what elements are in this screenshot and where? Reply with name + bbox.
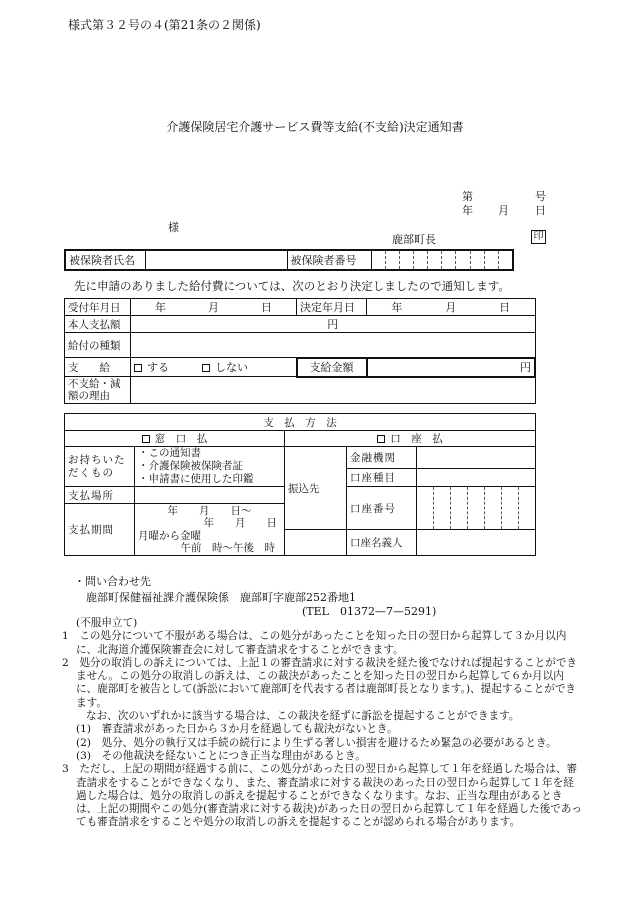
appeal-item-1: (1) 審査請求があった日から３か月を経過しても裁決がないとき。 <box>76 723 398 736</box>
decided-date-label: 決定年月日 <box>297 299 367 316</box>
amount-label: 支給金額 <box>297 358 367 377</box>
account-holder-field[interactable] <box>417 530 536 556</box>
transfer-label: 振込先 <box>285 447 347 530</box>
supply-options <box>131 358 297 377</box>
account-label: 口 座 払 <box>390 433 443 445</box>
bank-field[interactable] <box>417 447 536 469</box>
period-to: 年 月 日 <box>203 517 277 529</box>
bring-items-label: お持ちいただくもの <box>65 447 135 487</box>
date-day: 日 <box>535 204 546 217</box>
supply-no-checkbox[interactable] <box>202 364 210 372</box>
form-number: 様式第３２号の４(第21条の２関係) <box>68 18 261 32</box>
reason-label: 不支給・減額の理由 <box>65 377 131 404</box>
contact-address: 鹿部町保健福祉課介護保険係 鹿部町字鹿部252番地1 <box>86 591 356 604</box>
account-number-label: 口座番号 <box>347 487 417 530</box>
date-year: 年 <box>462 204 473 217</box>
received-month: 月 <box>208 301 219 314</box>
transfer-blank <box>285 530 347 556</box>
appeal-paragraph-2-note: なお、次のいずれかに該当する場合は、この裁決を経ずに訴訟を提起することができます。 <box>86 710 520 723</box>
self-pay-label: 本人支払額 <box>65 316 131 333</box>
period-from: 年 月 日〜 <box>167 504 252 517</box>
received-year: 年 <box>155 301 166 314</box>
benefit-type-label: 給付の種類 <box>65 333 131 358</box>
supply-yes-label: する <box>147 361 169 374</box>
window-payment-option[interactable] <box>65 431 285 447</box>
decided-day: 日 <box>499 301 511 314</box>
supply-label: 支 給 <box>65 358 131 377</box>
bank-label: 金融機関 <box>347 447 417 469</box>
benefit-type-field[interactable] <box>131 333 536 358</box>
insured-number-field[interactable] <box>371 250 513 270</box>
account-payment-option[interactable] <box>285 431 536 447</box>
intro-text: 先に申請のありました給付費については、次のとおり決定しましたので通知します。 <box>74 279 510 293</box>
appeal-item-3: (3) その他裁決を経ないことにつき正当な理由があるとき。 <box>76 749 366 762</box>
bring-items-list <box>135 447 285 487</box>
decision-table <box>64 298 536 404</box>
bring-item: ・申請書に使用した印鑑 <box>138 473 254 485</box>
appeal-heading: (不服申立て) <box>76 617 138 629</box>
decided-month: 月 <box>445 301 457 314</box>
account-checkbox[interactable] <box>377 435 385 443</box>
account-type-field[interactable] <box>417 468 536 486</box>
supply-yes-checkbox[interactable] <box>134 364 142 372</box>
self-pay-yen: 円 <box>327 318 339 331</box>
issuer: 鹿部町長 <box>392 233 436 246</box>
account-type-label: 口座種目 <box>347 468 417 486</box>
window-label: 窓 口 払 <box>154 433 208 445</box>
received-date-label: 受付年月日 <box>65 299 131 316</box>
appeal-item-2: (2) 処分、処分の執行又は手続の続行により生ずる著しい損害を避けるため緊急の必要があるとき。 <box>76 736 557 749</box>
amount-yen: 円 <box>520 361 531 374</box>
doc-number-label: 第 <box>462 190 473 203</box>
contact-heading: ・問い合わせ先 <box>74 575 151 588</box>
insured-number-label: 被保険者番号 <box>287 250 371 270</box>
payment-place-field[interactable] <box>135 487 285 504</box>
account-holder-label: 口座名義人 <box>347 530 417 556</box>
account-number-field[interactable] <box>417 487 536 530</box>
decided-year: 年 <box>391 301 403 314</box>
period-days: 月曜から金曜 <box>138 529 201 542</box>
period-hours: 午前 時〜午後 時 <box>180 542 275 554</box>
seal-mark: 印 <box>531 230 546 244</box>
date-month: 月 <box>498 204 509 217</box>
payment-table <box>64 413 536 556</box>
insured-name-field[interactable] <box>145 250 287 270</box>
appeal-paragraph-3: 3 ただし、上記の期間が経過する前に、この処分があった日の翌日から起算して１年を経過した場合は、審査請求をすることができなくなり、また、審査請求に対する裁決のあった日の翌日から起算して１年を経過した場合は、処分の取消しの訴えを提起することができなくなります。なお、正当な理由があるときは、上記の期間やこの処分(審査請求に対する裁決)があった日の翌日から起算して１年を経過した後であっても審査請求をすることや処分の取消しの訴えを提起することが認められる場合があります。 <box>62 763 582 829</box>
contact-phone: (TEL 01372—7—5291) <box>302 605 437 618</box>
doc-number-unit: 号 <box>535 190 546 203</box>
insured-table <box>64 249 514 271</box>
amount-field[interactable] <box>367 358 536 377</box>
reason-field[interactable] <box>131 377 536 404</box>
appeal-paragraph-1: 1 この処分について不服がある場合は、この処分があったことを知った日の翌日から起算して３か月以内に、北海道介護保険審査会に対して審査請求をすることができます。 <box>62 630 567 656</box>
bring-item: ・この通知書 <box>138 447 201 459</box>
payment-period-field <box>135 504 285 556</box>
appeal-paragraph-2: 2 処分の取消しの訴えについては、上記１の審査請求に対する裁決を経た後でなければ提起することができません。この処分の取消しの訴えは、この裁決があったことを知った日の翌日から起算して６か月以内に、鹿部町を被告として(訴訟において鹿部町を代表する者は鹿部町長となります。)、提起することができます。 <box>62 656 578 709</box>
payment-place-label: 支払場所 <box>65 487 135 504</box>
appeal-section <box>62 617 582 830</box>
decided-date-field[interactable] <box>367 299 536 316</box>
received-date-field[interactable] <box>131 299 297 316</box>
insured-name-label: 被保険者氏名 <box>65 250 145 270</box>
window-checkbox[interactable] <box>142 435 150 443</box>
recipient-suffix: 様 <box>168 221 179 234</box>
self-pay-field[interactable] <box>131 316 536 333</box>
bring-item: ・介護保険被保険者証 <box>138 460 243 472</box>
document-title: 介護保険居宅介護サービス費等支給(不支給)決定通知書 <box>166 120 464 134</box>
payment-header: 支 払 方 法 <box>65 414 536 431</box>
payment-period-label: 支払期間 <box>65 504 135 556</box>
received-day: 日 <box>261 301 272 314</box>
supply-no-label: しない <box>215 361 248 374</box>
